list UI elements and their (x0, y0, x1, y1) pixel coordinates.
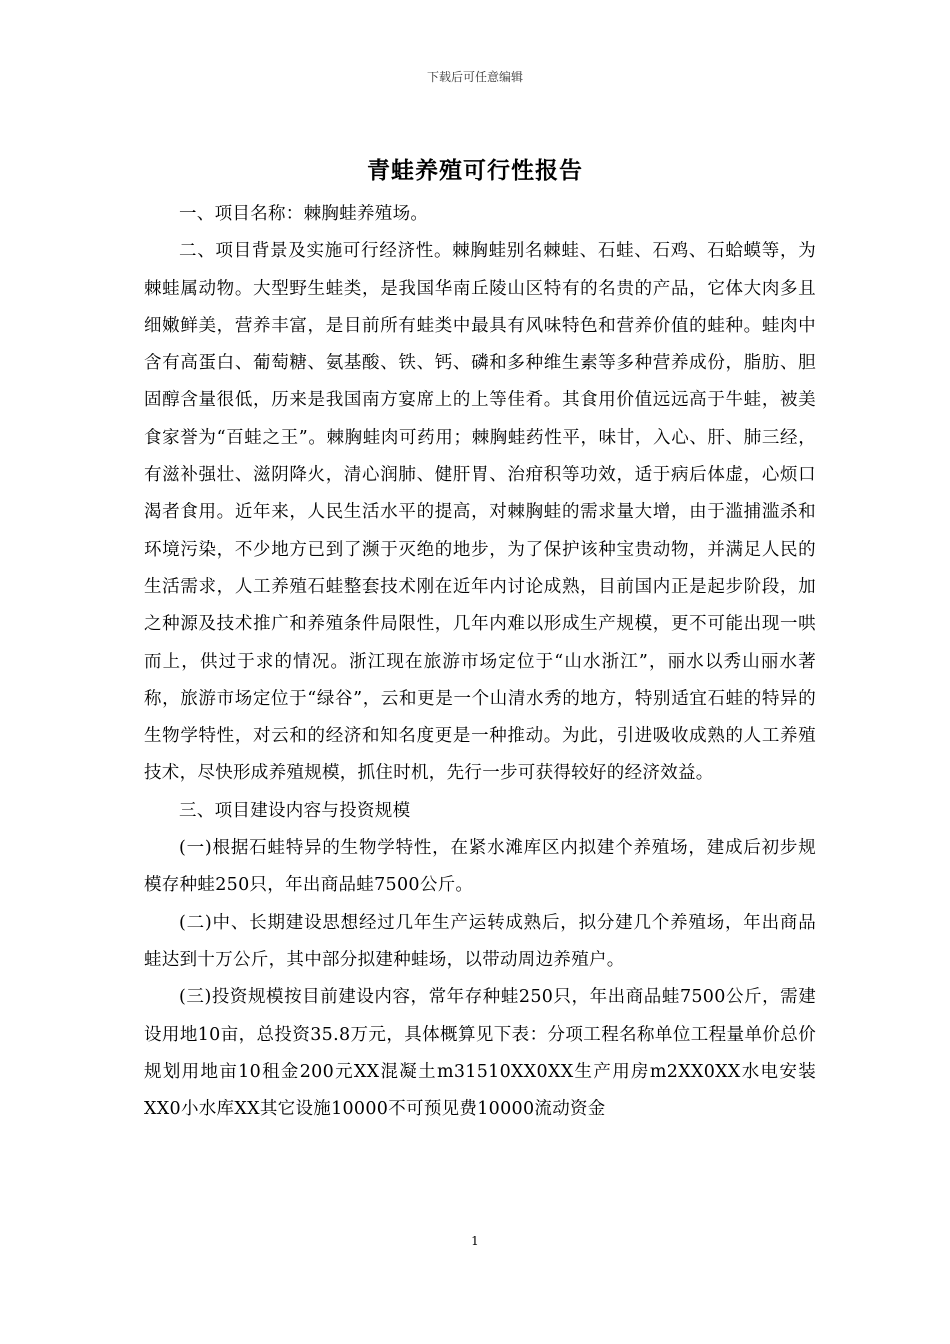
page-number: 1 (471, 1234, 479, 1248)
paragraph-item-three: (三)投资规模按目前建设内容，常年存种蛙250只，年出商品蛙7500公斤，需建设用地10亩，总投资35.8万元，具体概算见下表：分项工程名称单位工程量单价总价规划用地亩10租金200元XX混凝土m31510XX0XX生产用房m2XX0XX水电安装XX0小水库XX其它设施10000不可预见费10000流动资金 (144, 987, 816, 1120)
paragraph-item-one: (一)根据石蛙特异的生物学特性，在紧水滩库区内拟建个养殖场，建成后初步规模存种蛙250只，年出商品蛙7500公斤。 (144, 838, 816, 896)
paragraph-project-name: 一、项目名称：棘胸蛙养殖场。 (179, 204, 429, 224)
paragraph-section-heading: 三、项目建设内容与投资规模 (179, 800, 411, 821)
document-body (144, 196, 816, 1128)
paragraph-item-two: (二)中、长期建设思想经过几年生产运转成熟后，拟分建几个养殖场，年出商品蛙达到十万公斤，其中部分拟建种蛙场，以带动周边养殖户。 (144, 912, 816, 970)
paragraph-background: 二、项目背景及实施可行经济性。棘胸蛙别名棘蛙、石蛙、石鸡、石蛤蟆等，为棘蛙属动物。大型野生蛙类，是我国华南丘陵山区特有的名贵的产品，它体大肉多且细嫩鲜美，营养丰富，是目前所有蛙类中最具有风味特色和营养价值的蛙种。蛙肉中含有高蛋白、葡萄糖、氨基酸、铁、钙、磷和多种维生素等多种营养成份，脂肪、胆固醇含量很低，历来是我国南方宴席上的上等佳肴。其食用价值远远高于牛蛙，被美食家誉为“百蛙之王”。棘胸蛙肉可药用；棘胸蛙药性平，味甘，入心、肝、肺三经，有滋补强壮、滋阴降火，清心润肺、健肝胃、治疳积等功效，适于病后体虚，心烦口渴者食用。近年来，人民生活水平的提高，对棘胸蛙的需求量大增，由于滥捕滥杀和环境污染，不少地方已到了濒于灭绝的地步，为了保护该种宝贵动物，并满足人民的生活需求，人工养殖石蛙整套技术刚在近年内讨论成熟，目前国内正是起步阶段，加之种源及技术推广和养殖条件局限性，几年内难以形成生产规模，更不可能出现一哄而上，供过于求的情况。浙江现在旅游市场定位于“山水浙江”，丽水以秀山丽水著称，旅游市场定位于“绿谷”，云和更是一个山清水秀的地方，特别适宜石蛙的特异的生物学特性，对云和的经济和知名度更是一种推动。为此，引进吸收成熟的人工养殖技术，尽快形成养殖规模，抓住时机，先行一步可获得较好的经济效益。 (144, 241, 816, 784)
page-header-note: 下载后可任意编辑 (426, 70, 523, 84)
document-title: 青蛙养殖可行性报告 (367, 157, 583, 184)
